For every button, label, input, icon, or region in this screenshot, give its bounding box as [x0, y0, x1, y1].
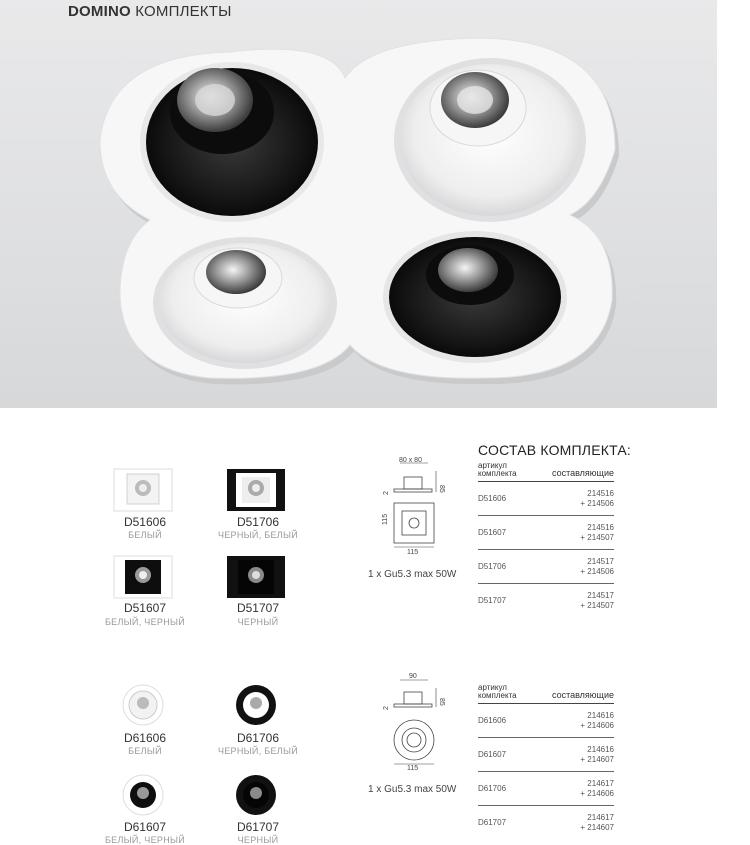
- row-part2: + 214607: [580, 822, 614, 832]
- product-color: ЧЕРНЫЙ: [237, 835, 279, 845]
- table-head-code: артикул комплекта: [478, 684, 538, 704]
- table-row: [478, 516, 614, 550]
- table-row: [478, 482, 614, 516]
- dim-side: 2: [383, 706, 390, 710]
- product-code: D61607: [123, 820, 167, 834]
- row-code: D51707: [478, 596, 507, 605]
- row-part2: + 214506: [580, 498, 614, 508]
- row-part1: 214517: [587, 590, 614, 600]
- hero-title: [68, 3, 232, 20]
- table-row: [478, 806, 614, 840]
- table-head-parts: составляющие: [538, 462, 614, 482]
- row-code: D51607: [478, 516, 538, 550]
- product-color: ЧЕРНЫЙ, БЕЛЫЙ: [217, 530, 299, 540]
- table-row: [478, 772, 614, 806]
- product-thumb-d51706: [226, 468, 286, 512]
- product-thumb-d61706: [226, 683, 286, 727]
- table-row: [478, 704, 614, 738]
- product-thumb-d51707: [226, 555, 286, 599]
- row-part1: 214516: [587, 488, 614, 498]
- hero-photo: [0, 0, 717, 408]
- product-thumb-d61707: [226, 773, 286, 817]
- row-part1: 214517: [587, 556, 614, 566]
- row-part1: 214617: [587, 812, 614, 822]
- row-code: D51706: [478, 550, 538, 584]
- row-part2: + 214507: [580, 600, 614, 610]
- dim-depth: 115: [407, 549, 419, 555]
- dimension-drawing-square: [378, 455, 468, 555]
- dim-height: 85: [438, 698, 445, 706]
- product-code: D51707: [236, 601, 280, 615]
- fixture-illustration: [0, 0, 717, 408]
- product-color: ЧЕРНЫЙ, БЕЛЫЙ: [217, 746, 299, 756]
- product-code: D51706: [236, 515, 280, 529]
- product-code: D51607: [123, 601, 167, 615]
- dim-width: 115: [407, 765, 419, 770]
- table-head-parts: составляющие: [538, 684, 614, 704]
- dim-side: 2: [383, 491, 390, 495]
- product-color: БЕЛЫЙ, ЧЕРНЫЙ: [104, 617, 186, 627]
- table-row: [478, 550, 614, 584]
- product-color: БЕЛЫЙ: [128, 530, 162, 540]
- dim-top: 80 x 80: [399, 457, 422, 464]
- lamp-spec: 1 x Gu5.3 max 50W: [368, 569, 457, 580]
- row-code: D61707: [478, 818, 507, 827]
- lamp-spec: 1 x Gu5.3 max 50W: [368, 784, 457, 795]
- dimension-drawing-round: [378, 670, 468, 770]
- table-head-code: артикул комплекта: [478, 462, 538, 482]
- row-part1: 214516: [587, 522, 614, 532]
- product-code: D61707: [236, 820, 280, 834]
- product-code: D51606: [123, 515, 167, 529]
- kit-title: СОСТАВ КОМПЛЕКТА:: [478, 442, 631, 458]
- product-code: D61606: [123, 731, 167, 745]
- hero-title-rest: КОМПЛЕКТЫ: [135, 3, 232, 20]
- kit-table-round: [478, 684, 614, 839]
- dim-top: 90: [409, 673, 417, 680]
- row-part2: + 214506: [580, 566, 614, 576]
- row-part2: + 214507: [580, 532, 614, 542]
- row-code: D61706: [478, 772, 538, 806]
- row-part1: 214617: [587, 778, 614, 788]
- product-thumb-d51607: [113, 555, 173, 599]
- kit-table-square: [478, 462, 614, 617]
- product-thumb-d51606: [113, 468, 173, 512]
- row-part2: + 214606: [580, 788, 614, 798]
- product-color: ЧЕРНЫЙ: [237, 617, 279, 627]
- product-thumb-d61607: [113, 773, 173, 817]
- row-code: D51606: [478, 482, 538, 516]
- table-row: [478, 584, 614, 618]
- product-code: D61706: [236, 731, 280, 745]
- product-color: БЕЛЫЙ, ЧЕРНЫЙ: [104, 835, 186, 845]
- hero-title-brand: DOMINO: [68, 3, 131, 20]
- row-part1: 214616: [587, 744, 614, 754]
- table-row: [478, 738, 614, 772]
- row-code: D61606: [478, 704, 538, 738]
- row-code: D61607: [478, 738, 538, 772]
- product-color: БЕЛЫЙ: [128, 746, 162, 756]
- product-thumb-d61606: [113, 683, 173, 727]
- dim-width: 115: [382, 513, 389, 525]
- row-part2: + 214606: [580, 720, 614, 730]
- row-part1: 214616: [587, 710, 614, 720]
- dim-height: 85: [438, 485, 445, 493]
- row-part2: + 214607: [580, 754, 614, 764]
